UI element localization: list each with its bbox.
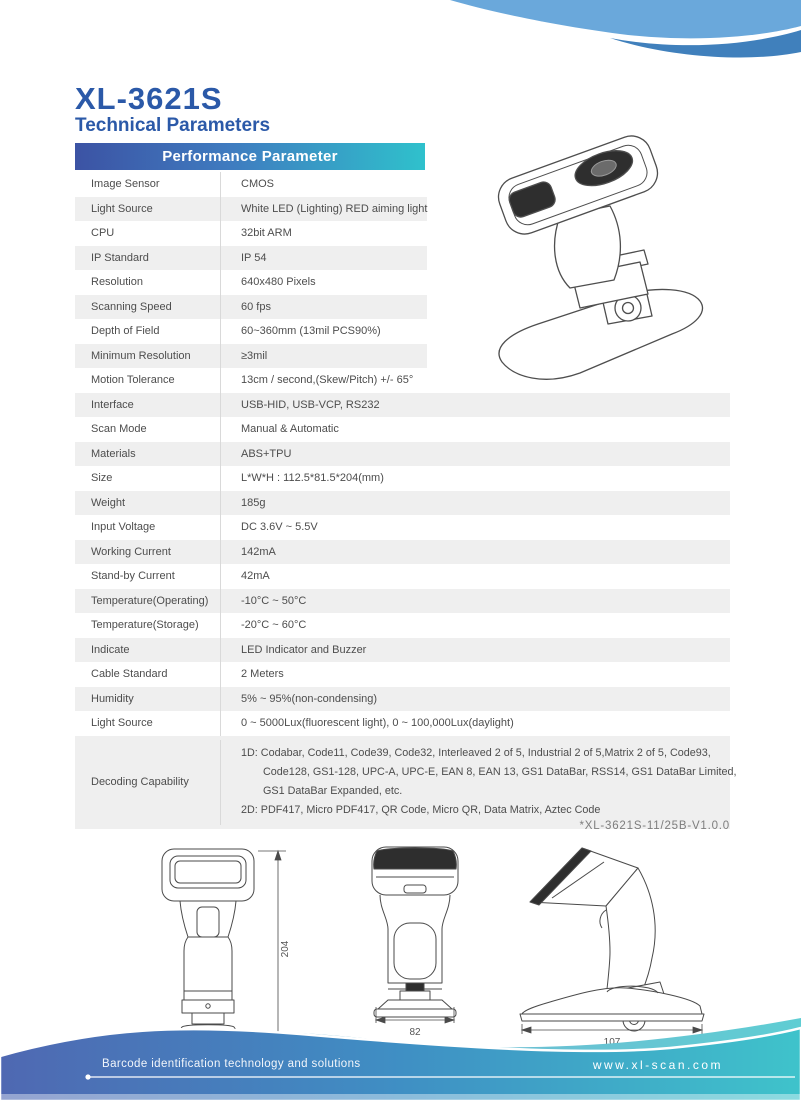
spec-value: 0 ~ 5000Lux(fluorescent light), 0 ~ 100,000Lux(daylight) (220, 711, 730, 736)
spec-value: 42mA (220, 564, 730, 589)
spec-label: Cable Standard (91, 668, 168, 681)
spec-row (75, 515, 730, 540)
spec-label: Depth of Field (91, 325, 160, 338)
spec-row (75, 687, 730, 712)
spec-value: 5% ~ 95%(non-condensing) (220, 687, 730, 712)
spec-label: Temperature(Storage) (91, 619, 199, 632)
spec-row (75, 662, 730, 687)
spec-label: Motion Tolerance (91, 374, 175, 387)
spec-row (75, 221, 427, 246)
spec-label: Stand-by Current (91, 570, 175, 583)
spec-value: 32bit ARM (220, 221, 427, 246)
back-width-dimension: 82 (409, 1027, 421, 1038)
spec-label: Size (91, 472, 113, 485)
spec-row (75, 295, 427, 320)
spec-label: Indicate (91, 643, 130, 656)
spec-value: USB-HID, USB-VCP, RS232 (220, 393, 730, 418)
spec-label: IP Standard (91, 251, 149, 264)
spec-row (75, 613, 730, 638)
spec-row (75, 270, 427, 295)
spec-row (75, 638, 730, 663)
spec-row (75, 246, 427, 271)
spec-label: Resolution (91, 276, 143, 289)
spec-row (75, 736, 737, 829)
spec-label: Scanning Speed (91, 300, 172, 313)
spec-value: 2 Meters (220, 662, 730, 687)
spec-value-line: 2D: PDF417, Micro PDF417, QR Code, Micro QR, Data Matrix, Aztec Code (241, 804, 601, 816)
table-header-bar (75, 143, 425, 170)
spec-value: 142mA (220, 540, 730, 565)
spec-label: Temperature(Operating) (91, 594, 209, 607)
spec-label: Scan Mode (91, 423, 147, 436)
spec-value: 13cm / second,(Skew/Pitch) +/- 65° (220, 368, 427, 393)
spec-value-line: Code128, GS1-128, UPC-A, UPC-E, EAN 8, EAN 13, GS1 DataBar, RSS14, GS1 DataBar Limited, (263, 766, 737, 778)
footer-website: www.xl-scan.com (592, 1058, 723, 1072)
spec-label: Humidity (91, 692, 134, 705)
spec-row (75, 417, 730, 442)
spec-label: Working Current (91, 545, 171, 558)
spec-row (75, 319, 427, 344)
spec-label: Decoding Capability (91, 776, 189, 788)
side-depth-dimension: 107 (603, 1037, 621, 1048)
spec-value (220, 740, 736, 825)
top-wave-decoration (430, 0, 801, 62)
front-height-dimension: 204 (280, 940, 291, 958)
spec-value: L*W*H : 112.5*81.5*204(mm) (220, 466, 730, 491)
spec-row (75, 564, 730, 589)
spec-value: -10°C ~ 50°C (220, 589, 730, 614)
spec-value: 640x480 Pixels (220, 270, 427, 295)
spec-row (75, 711, 730, 736)
spec-value: ABS+TPU (220, 442, 730, 467)
footer-wave-band (0, 1010, 801, 1101)
spec-value: Manual & Automatic (220, 417, 730, 442)
spec-value: 185g (220, 491, 730, 516)
spec-value-line: GS1 DataBar Expanded, etc. (263, 785, 403, 797)
spec-value: 60~360mm (13mil PCS90%) (220, 319, 427, 344)
spec-value: 60 fps (220, 295, 427, 320)
spec-value: White LED (Lighting) RED aiming light (220, 197, 427, 222)
scanner-product-illustration (468, 130, 758, 400)
spec-row (75, 368, 427, 393)
page-subtitle: Technical Parameters (75, 115, 271, 136)
table-header-label: Performance Parameter (162, 148, 338, 165)
spec-label: Interface (91, 398, 134, 411)
spec-row (75, 172, 427, 197)
spec-label: Weight (91, 496, 126, 509)
spec-value: -20°C ~ 60°C (220, 613, 730, 638)
spec-label: Image Sensor (91, 178, 160, 191)
product-model-title: XL-3621S (75, 81, 223, 116)
footer-tagline: Barcode identification technology and solutions (102, 1058, 361, 1070)
spec-row (75, 491, 730, 516)
spec-value-line: 1D: Codabar, Code11, Code39, Code32, Interleaved 2 of 5, Industrial 2 of 5,Matrix 2 of 5, Code93, (241, 747, 711, 759)
spec-row (75, 442, 730, 467)
spec-label: Light Source (91, 717, 153, 730)
spec-value: DC 3.6V ~ 5.5V (220, 515, 730, 540)
spec-label: Input Voltage (91, 521, 156, 534)
spec-row (75, 466, 730, 491)
spec-label: Light Source (91, 202, 153, 215)
spec-value: CMOS (220, 172, 427, 197)
spec-row (75, 540, 730, 565)
version-note: *XL-3621S-11/25B-V1.0.0 (579, 820, 730, 832)
spec-row (75, 589, 730, 614)
spec-value: ≥3mil (220, 344, 427, 369)
spec-label: Materials (91, 447, 136, 460)
spec-label: CPU (91, 227, 115, 240)
spec-value: LED Indicator and Buzzer (220, 638, 730, 663)
spec-value: IP 54 (220, 246, 427, 271)
spec-label: Minimum Resolution (91, 349, 191, 362)
spec-row (75, 344, 427, 369)
spec-row (75, 197, 427, 222)
